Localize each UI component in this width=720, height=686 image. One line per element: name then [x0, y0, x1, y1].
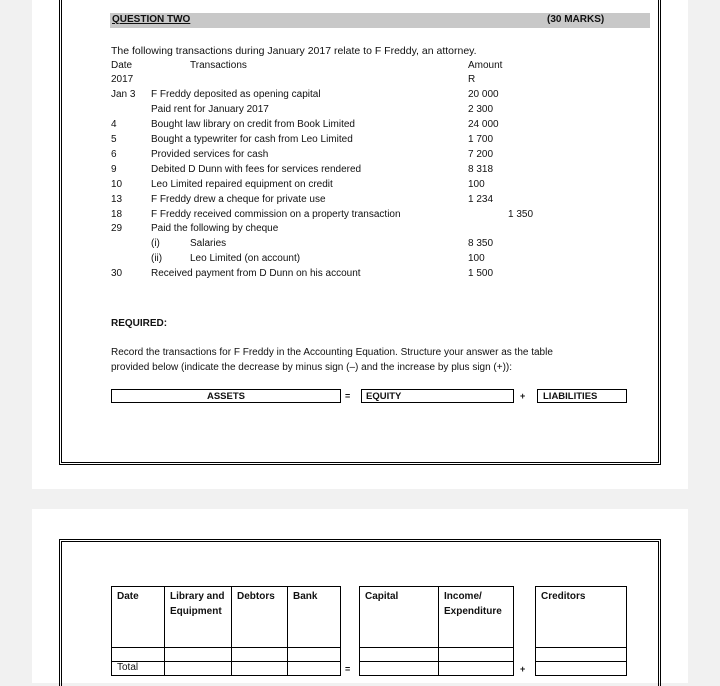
transaction-amount: 24 000: [468, 119, 499, 130]
transaction-text: Provided services for cash: [151, 149, 269, 160]
transaction-text: Leo Limited repaired equipment on credit: [151, 179, 333, 190]
question-marks: (30 MARKS): [547, 14, 605, 25]
subitem-number: (i): [151, 238, 160, 249]
transaction-text: Bought law library on credit from Book Limited: [151, 119, 355, 130]
transaction-amount: 1 700: [468, 134, 494, 145]
table-header-cell: Creditors: [536, 587, 627, 648]
transaction-date: 29: [111, 223, 123, 234]
question-title: QUESTION TWO: [112, 14, 191, 25]
liabilities-table: [535, 586, 627, 676]
table-plus-sign: +: [520, 664, 526, 674]
transaction-amount: 100: [468, 179, 485, 190]
transaction-text: Debited D Dunn with fees for services rendered: [151, 164, 362, 175]
table-row: [112, 648, 341, 662]
transaction-text: F Freddy deposited as opening capital: [151, 89, 321, 100]
transaction-text: Received payment from D Dunn on his account: [151, 268, 361, 279]
table-header-cell: Date: [112, 587, 165, 648]
transaction-amount: 2 300: [468, 104, 494, 115]
table-total-row: [536, 662, 627, 676]
transaction-date: 5: [111, 134, 117, 145]
transaction-amount: 20 000: [468, 89, 499, 100]
table-header-cell: Debtors: [232, 587, 288, 648]
transaction-date: 13: [111, 194, 123, 205]
transaction-date: 30: [111, 268, 123, 279]
table-header-row: [536, 587, 627, 648]
subitem-amount: 8 350: [468, 238, 494, 249]
table-header-row: [360, 587, 514, 648]
equity-label: EQUITY: [366, 391, 402, 402]
transaction-text: Paid rent for January 2017: [151, 104, 269, 115]
subitem-text: Salaries: [190, 238, 227, 249]
transaction-amount: 8 318: [468, 164, 494, 175]
amount-header: Amount: [468, 60, 503, 71]
plus-sign: +: [520, 391, 526, 401]
year-label: 2017: [111, 74, 134, 85]
transactions-header: Transactions: [190, 60, 247, 71]
table-header-row: [112, 587, 341, 648]
equals-sign: =: [345, 391, 351, 401]
total-label: Total: [112, 662, 165, 676]
transaction-date: 9: [111, 164, 117, 175]
assets-box: [111, 389, 341, 403]
liabilities-box: [537, 389, 627, 403]
required-heading: REQUIRED:: [111, 318, 168, 329]
transaction-amount: 1 500: [468, 268, 494, 279]
transaction-amount: 1 350: [508, 209, 534, 220]
required-line-2: provided below (indicate the decrease by minus sign (–) and the increase by plus sign (+)):: [111, 362, 513, 373]
date-header: Date: [111, 60, 133, 71]
transaction-amount: 1 234: [468, 194, 494, 205]
table-row: [536, 648, 627, 662]
transaction-text: Paid the following by cheque: [151, 223, 279, 234]
equity-table: [359, 586, 514, 676]
required-line-1: Record the transactions for F Freddy in the Accounting Equation. Structure your answer as the table: [111, 347, 553, 358]
subitem-amount: 100: [468, 253, 485, 264]
table-header-cell: Library and Equipment: [165, 587, 232, 648]
transaction-amount: 7 200: [468, 149, 494, 160]
table-total-row: [112, 662, 341, 676]
subitem-number: (ii): [151, 253, 163, 264]
equity-box: [361, 389, 514, 403]
question-intro: The following transactions during January 2017 relate to F Freddy, an attorney.: [111, 45, 477, 57]
transaction-date: 4: [111, 119, 117, 130]
assets-label: ASSETS: [206, 391, 245, 402]
table-total-row: [360, 662, 514, 676]
transaction-date: Jan 3: [111, 89, 136, 100]
table-equals-sign: =: [345, 664, 351, 674]
transaction-date: 6: [111, 149, 117, 160]
assets-table: [111, 586, 341, 676]
currency-label: R: [468, 74, 476, 85]
transaction-text: F Freddy drew a cheque for private use: [151, 194, 326, 205]
transaction-date: 10: [111, 179, 123, 190]
transaction-date: 18: [111, 209, 123, 220]
liabilities-label: LIABILITIES: [543, 391, 598, 402]
transaction-text: F Freddy received commission on a property transaction: [151, 209, 401, 220]
table-header-cell: Bank: [288, 587, 341, 648]
table-header-cell: Income/ Expenditure: [439, 587, 514, 648]
transaction-text: Bought a typewriter for cash from Leo Limited: [151, 134, 353, 145]
table-row: [360, 648, 514, 662]
table-header-cell: Capital: [360, 587, 439, 648]
subitem-text: Leo Limited (on account): [190, 253, 301, 264]
